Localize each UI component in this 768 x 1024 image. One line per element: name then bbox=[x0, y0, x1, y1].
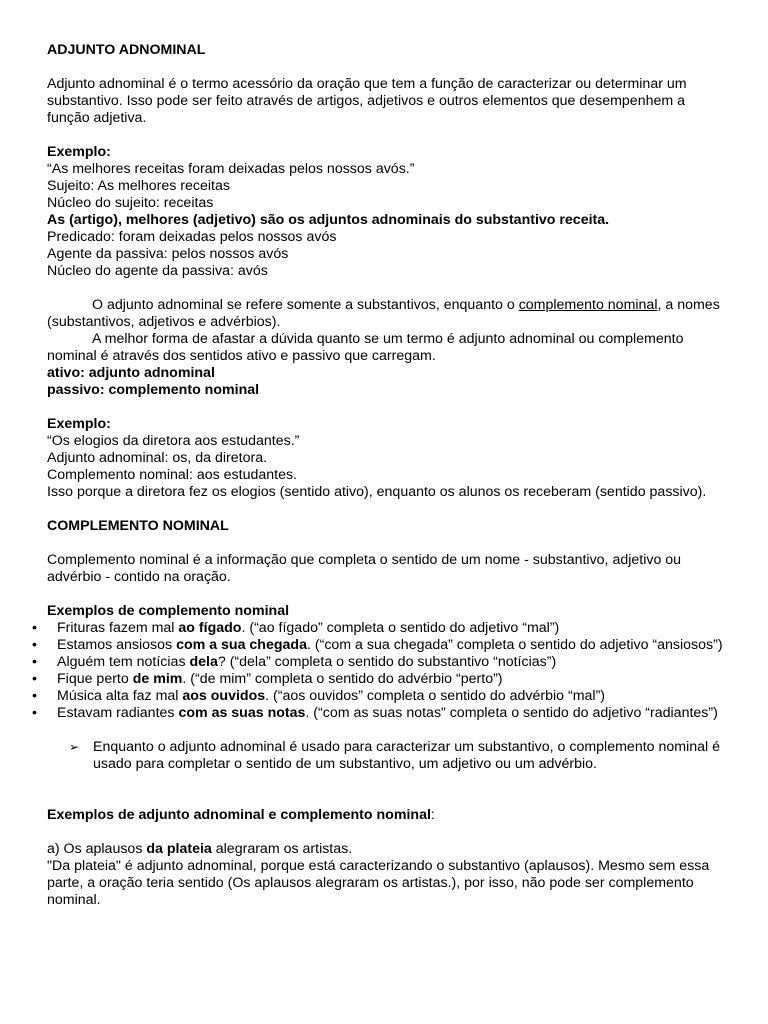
item-emphasis: com a sua chegada bbox=[176, 637, 307, 653]
item-text: . (“com as suas notas” completa o sentido do adjetivo “radiantes”) bbox=[305, 705, 718, 721]
adjunto-definition: Adjunto adnominal é o termo acessório da oração que tem a função de caracterizar ou determinar um substantivo. Isso pode ser feito através de artigos, adjetivos e outros elementos que desempenhem a função adjetiva. bbox=[47, 76, 687, 126]
item-text: . (“aos ouvidos” completa o sentido do advérbio “mal”) bbox=[265, 688, 606, 704]
arrow-note bbox=[47, 739, 728, 773]
examples-heading: Exemplos de adjunto adnominal e complemento nominal bbox=[47, 807, 431, 823]
example-line: Núcleo do sujeito: receitas bbox=[47, 195, 214, 211]
example-line: Isso porque a diretora fez os elogios (sentido ativo), enquanto os alunos os receberam (sentido passivo). bbox=[47, 484, 707, 500]
arrow-bullet-icon: ➢ bbox=[69, 740, 80, 754]
complemento-definition: Complemento nominal é a informação que completa o sentido de um nome - substantivo, adjetivo ou advérbio - contido na oração. bbox=[47, 552, 682, 585]
list-item bbox=[47, 654, 728, 671]
arrow-note-text: Enquanto o adjunto adnominal é usado para caracterizar um substantivo, o complemento nominal é usado para completar o sentido de um substantivo, um adjetivo ou um advérbio. bbox=[93, 739, 720, 772]
item-text: . (“com a sua chegada” completa o sentido do adjetivo “ansiosos”) bbox=[306, 637, 723, 653]
example-a-explanation: "Da plateia" é adjunto adnominal, porque está caracterizando o substantivo (aplausos). Mesmo sem essa parte, a oração teria sentido (Os aplausos alegraram os artistas.), por isso, não pode ser complemento nominal. bbox=[47, 858, 710, 908]
heading-colon: : bbox=[430, 807, 435, 823]
item-text: Estamos ansiosos bbox=[57, 637, 177, 653]
list-item bbox=[47, 705, 728, 722]
example-line: Complemento nominal: aos estudantes. bbox=[47, 467, 297, 483]
list-item bbox=[47, 637, 728, 654]
paragraph-doubt: A melhor forma de afastar a dúvida quanto se um termo é adjunto adnominal ou complemento nominal é através dos sentidos ativo e passivo que carregam. bbox=[47, 331, 684, 364]
example-line: “As melhores receitas foram deixadas pelos nossos avós.” bbox=[47, 161, 415, 177]
list-item bbox=[47, 688, 728, 705]
complemento-nominal-link[interactable]: complemento nominal bbox=[518, 297, 658, 313]
item-text: . (“ao fígado” completa o sentido do adjetivo “mal”) bbox=[241, 620, 560, 636]
item-text: Frituras fazem mal bbox=[57, 620, 179, 636]
item-emphasis: dela bbox=[189, 654, 218, 670]
paragraph-text: , a nomes (substantivos, adjetivos e advérbios). bbox=[47, 297, 720, 330]
item-text: Alguém tem notícias bbox=[57, 654, 190, 670]
example-text: a) Os aplausos bbox=[47, 841, 147, 857]
section-title-complemento: COMPLEMENTO NOMINAL bbox=[47, 518, 229, 534]
example-text: alegraram os artistas. bbox=[211, 841, 353, 857]
section-title-adjunto: ADJUNTO ADNOMINAL bbox=[47, 42, 206, 58]
item-text: Estavam radiantes bbox=[57, 705, 179, 721]
paragraph-reference bbox=[47, 297, 728, 331]
ativo-line: ativo: adjunto adnominal bbox=[47, 365, 215, 381]
example-label: Exemplo: bbox=[47, 416, 111, 432]
item-text: . (“de mim” completa o sentido do advérbio “perto”) bbox=[182, 671, 503, 687]
item-emphasis: com as suas notas bbox=[178, 705, 306, 721]
example-emphasis: da plateia bbox=[146, 841, 212, 857]
examples-title: Exemplos de complemento nominal bbox=[47, 603, 290, 619]
item-text: Música alta faz mal bbox=[57, 688, 183, 704]
item-emphasis: aos ouvidos bbox=[182, 688, 266, 704]
example-line: Adjunto adnominal: os, da diretora. bbox=[47, 450, 268, 466]
item-emphasis: de mim bbox=[132, 671, 183, 687]
item-emphasis: ao fígado bbox=[178, 620, 242, 636]
example-line: Sujeito: As melhores receitas bbox=[47, 178, 230, 194]
item-text: ? (“dela” completa o sentido do substantivo “notícias”) bbox=[217, 654, 557, 670]
example-line: Núcleo do agente da passiva: avós bbox=[47, 263, 268, 279]
paragraph-text: O adjunto adnominal se refere somente a substantivos, enquanto o bbox=[92, 297, 519, 313]
examples-list bbox=[47, 620, 728, 722]
passivo-line: passivo: complemento nominal bbox=[47, 382, 260, 398]
item-text: Fique perto bbox=[57, 671, 133, 687]
example-line: Agente da passiva: pelos nossos avós bbox=[47, 246, 289, 262]
example-label: Exemplo: bbox=[47, 144, 111, 160]
example-line: “Os elogios da diretora aos estudantes.” bbox=[47, 433, 300, 449]
example-bold-line: As (artigo), melhores (adjetivo) são os adjuntos adnominais do substantivo receita. bbox=[47, 212, 610, 228]
example-a bbox=[47, 841, 728, 858]
list-item bbox=[47, 620, 728, 637]
section-title-examples bbox=[47, 807, 728, 824]
list-item bbox=[47, 671, 728, 688]
example-line: Predicado: foram deixadas pelos nossos avós bbox=[47, 229, 337, 245]
